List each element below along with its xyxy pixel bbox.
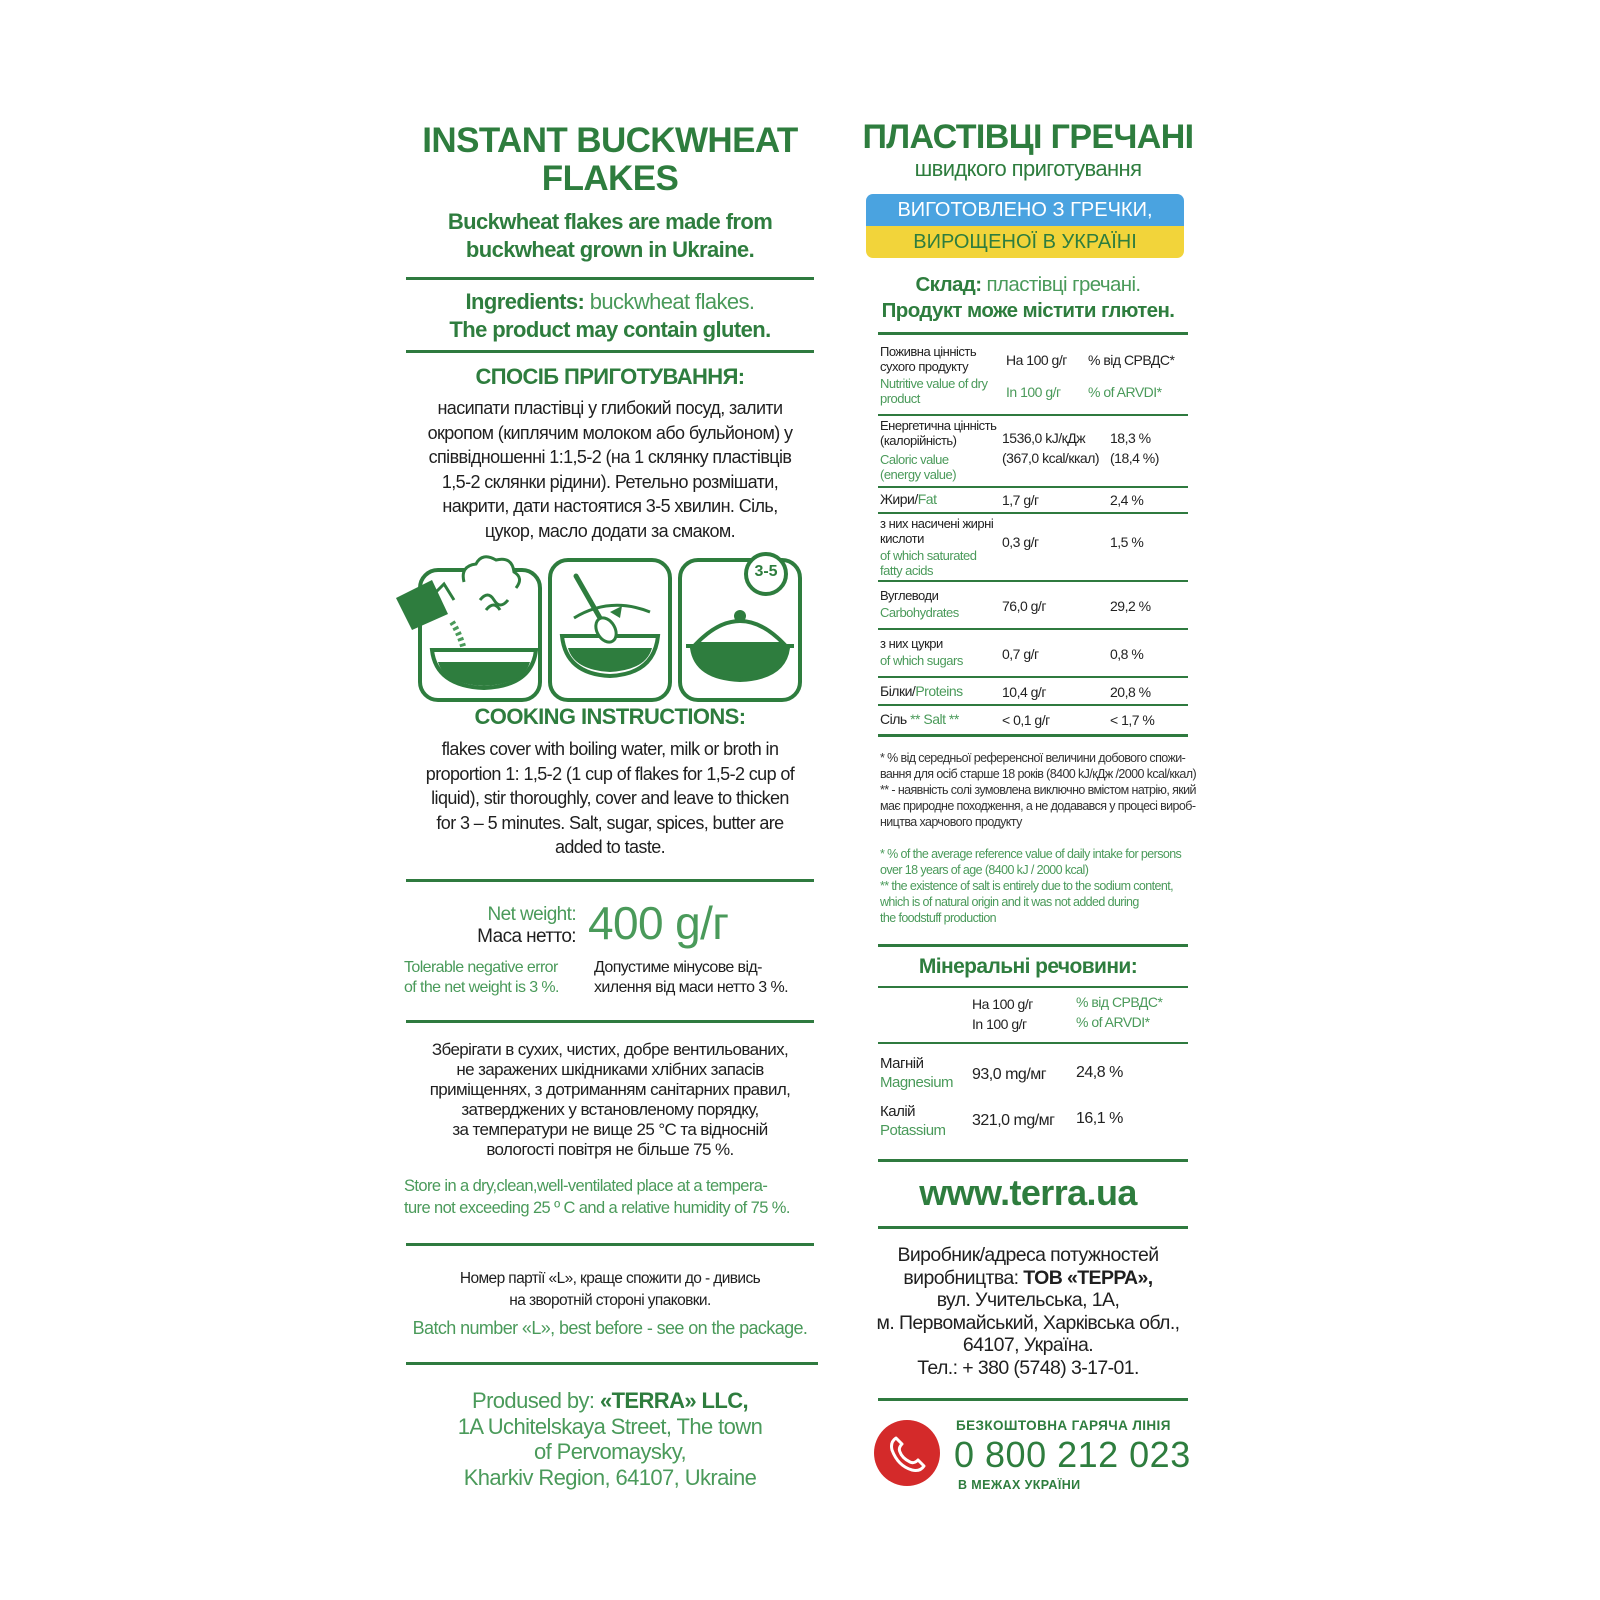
footnote-line: which is of natural origin and it was not added during	[880, 895, 1139, 909]
net-weight-label-ua: Маса нетто:	[477, 926, 576, 947]
title-line: INSTANT BUCKWHEAT	[422, 121, 798, 160]
mineral-value: 321,0 mg/мг	[972, 1112, 1055, 1129]
nutrient-name-ua: з них насичені жирні кислоти	[880, 516, 994, 546]
manufacturer-phone: Тел.: + 380 (5748) 3-17-01.	[917, 1356, 1139, 1379]
table-divider	[878, 676, 1188, 678]
storage-line: Зберігати в сухих, чистих, добре вентильованих,	[431, 1040, 789, 1059]
timer-badge: 3-5	[754, 563, 778, 580]
divider	[878, 1159, 1188, 1162]
minerals-header-per100-ua: На 100 g/г	[972, 996, 1033, 1012]
nutrient-value: 10,4 g/г	[1002, 684, 1046, 700]
batch-line: Номер партії «L», краще спожити до - дивись	[459, 1270, 761, 1287]
minerals-heading: Мінеральні речовини:	[918, 955, 1138, 978]
nutrient-percent: 29,2 %	[1110, 598, 1151, 614]
divider	[406, 1243, 814, 1246]
manufacturer-line: виробництва:	[903, 1266, 1024, 1289]
nutrient-name-en: Fat	[917, 491, 937, 507]
nutrition-header-pct-en: % of ARVDI*	[1088, 384, 1162, 400]
producer-en	[398, 1388, 822, 1490]
minerals-header-per100-en: In 100 g/г	[972, 1016, 1027, 1032]
banner-line-blue: ВИГОТОВЛЕНО З ГРЕЧКИ,	[866, 194, 1184, 226]
footnote-line: * % від середньої референсної величини добового спожи-	[880, 751, 1186, 765]
nutrient-name-ua: Сіль	[880, 711, 907, 727]
divider	[878, 1398, 1188, 1401]
nutrient-name-ua: Енергетична цінність (калорійність)	[880, 418, 997, 448]
table-divider	[878, 512, 1188, 514]
divider	[878, 332, 1188, 335]
footnote-line: ** the existence of salt is entirely due to the sodium content,	[880, 879, 1173, 893]
gluten-warning-ua: Продукт може містити глютен.	[881, 299, 1175, 322]
storage-en	[404, 1175, 820, 1219]
cooking-heading-en: COOKING INSTRUCTIONS:	[474, 704, 746, 729]
divider	[878, 944, 1188, 947]
nutrient-value: 1,7 g/г	[1002, 492, 1039, 508]
cooking-line: proportion 1: 1,5-2 (1 cup of flakes for 1,5-2 cup of	[425, 763, 795, 784]
nutrient-percent: 20,8 %	[1110, 684, 1151, 700]
tolerance-en	[404, 958, 559, 998]
nutrient-value: 1536,0 kJ/кДж	[1002, 430, 1086, 446]
nutrition-header-name-en: Nutritive value of dry product	[880, 376, 988, 406]
method-line: 1,5-2 склянки рідини). Ретельно розмішати,	[441, 471, 779, 492]
method-heading-ua: СПОСІБ ПРИГОТУВАННЯ:	[475, 364, 745, 389]
method-line: накрити, дати настоятися 3-5 хвилин. Сіль,	[442, 496, 778, 517]
mineral-name-en: Potassium	[880, 1122, 946, 1139]
method-text-ua	[398, 396, 822, 544]
divider	[406, 1362, 818, 1365]
method-line: окропом (киплячим молоком або бульйоном) у	[427, 422, 793, 443]
net-weight-label-en: Net weight:	[487, 904, 576, 925]
minerals-header-pct-ua: % від СРВДС*	[1076, 994, 1163, 1010]
origin-line: buckwheat grown in Ukraine.	[465, 237, 755, 262]
nutrient-percent: 0,8 %	[1110, 646, 1144, 662]
nutrient-percent: 1,5 %	[1110, 534, 1144, 550]
producer-address-line: of Pervomaysky,	[534, 1439, 686, 1464]
producer-company: «TERRA» LLC,	[599, 1388, 748, 1413]
hotline-note: В МЕЖАХ УКРАЇНИ	[958, 1478, 1081, 1492]
nutrition-header-per100-ua: На 100 g/г	[1006, 352, 1067, 368]
method-line: цукор, масло додати за смаком.	[484, 520, 736, 541]
storage-line: за температури не вище 25 °С та відносній	[452, 1120, 768, 1139]
cooking-text-en	[398, 737, 822, 860]
storage-ua	[398, 1040, 822, 1160]
tolerance-ua	[594, 958, 788, 998]
divider	[878, 734, 1188, 737]
storage-line: вологості повітря не більше 75 %.	[486, 1140, 734, 1159]
gluten-warning-en: The product may contain gluten.	[449, 317, 771, 342]
composition-value: пластівці гречані.	[981, 273, 1141, 296]
nutrient-name-ua: Жири/	[880, 491, 918, 507]
nutrient-value: 0,3 g/г	[1002, 534, 1039, 550]
ingredients-value: buckwheat flakes.	[584, 289, 755, 314]
batch-ua	[398, 1268, 822, 1312]
manufacturer-line: 64107, Україна.	[962, 1334, 1094, 1356]
nutrient-name-en: of which sugars	[880, 653, 963, 668]
product-subtitle-ua: швидкого приготування	[914, 156, 1142, 181]
divider	[406, 879, 814, 882]
divider	[406, 350, 814, 353]
phone-icon[interactable]	[874, 1420, 940, 1486]
nutrient-name-en: Carbohydrates	[880, 605, 959, 620]
divider	[406, 1020, 814, 1023]
table-divider	[878, 580, 1188, 582]
footnote-line: має природне походження, а не додавався у процесі вироб-	[880, 799, 1196, 813]
title-line: FLAKES	[541, 159, 679, 198]
table-divider	[878, 628, 1188, 630]
tolerance-line: хилення від маси нетто 3 %.	[594, 979, 788, 996]
composition-ua	[860, 272, 1196, 324]
nutrient-percent: 2,4 %	[1110, 492, 1144, 508]
nutrient-percent: 18,3 %	[1110, 430, 1151, 446]
table-divider	[878, 1042, 1188, 1044]
nutrient-value: < 0,1 g/г	[1002, 712, 1050, 728]
manufacturer-ua	[850, 1244, 1206, 1379]
mineral-name-ua: Магній	[880, 1055, 924, 1072]
table-divider	[878, 986, 1188, 988]
footnote-line: * % of the average reference value of daily intake for persons	[880, 847, 1182, 861]
footnote-line: ництва харчового продукту	[880, 815, 1022, 829]
nutrient-name-ua: з них цукри	[880, 636, 943, 651]
nutrient-name-en: of which saturated fatty acids	[880, 548, 977, 578]
origin-statement-en	[400, 208, 820, 264]
website-link[interactable]: www.terra.ua	[919, 1172, 1137, 1213]
producer-address-line: 1A Uchitelskaya Street, The town	[457, 1413, 763, 1439]
table-divider	[878, 414, 1188, 416]
tolerance-line: Tolerable negative error	[404, 959, 558, 976]
product-title-ua: ПЛАСТІВЦІ ГРЕЧАНІ	[862, 118, 1194, 156]
nutrient-value: 0,7 g/г	[1002, 646, 1039, 662]
batch-line: на зворотній стороні упаковки.	[509, 1292, 711, 1309]
batch-en: Batch number «L», best before - see on the package.	[412, 1318, 808, 1338]
storage-line-en: Store in a dry,clean,well-ventilated place at a tempera-	[404, 1177, 768, 1195]
hotline-number[interactable]: 0 800 212 023	[954, 1434, 1191, 1475]
footnote-line: вання для осіб старше 18 років (8400 kJ/кДж /2000 kcal/ккал)	[880, 767, 1197, 781]
footnote-line: over 18 years of age (8400 kJ / 2000 kcal)	[880, 863, 1089, 877]
footnote-line: the foodstuff production	[880, 911, 997, 925]
nutrition-header-per100-en: In 100 g/г	[1006, 384, 1061, 400]
hotline-label: БЕЗКОШТОВНА ГАРЯЧА ЛІНІЯ	[956, 1418, 1171, 1433]
divider	[878, 1226, 1188, 1229]
divider	[406, 277, 814, 280]
net-weight-labels	[400, 904, 576, 948]
nutrient-name-ua: Вуглеводи	[880, 588, 939, 603]
storage-line: приміщеннях, з дотриманням санітарних правил,	[429, 1080, 791, 1099]
footnotes-ua	[880, 750, 1200, 830]
ingredients-en	[400, 288, 820, 344]
mineral-percent: 24,8 %	[1076, 1064, 1123, 1081]
net-weight-value: 400 g/г	[588, 897, 729, 949]
nutrient-name-en: Proteins	[915, 683, 963, 699]
nutrition-header-name-ua: Поживна цінність сухого продукту	[880, 344, 977, 374]
mineral-percent: 16,1 %	[1076, 1110, 1123, 1127]
producer-address-line: Kharkiv Region, 64107, Ukraine	[463, 1464, 757, 1490]
nutrition-header-pct-ua: % від СРВДС*	[1088, 352, 1175, 368]
footnotes-en	[880, 846, 1200, 926]
producer-label: Prodused by:	[472, 1388, 600, 1413]
table-divider	[878, 704, 1188, 706]
pour-flakes-icon	[396, 557, 540, 700]
nutrient-name-ua: Білки/	[880, 683, 916, 699]
storage-line-en: ture not exceeding 25 º C and a relative humidity of 75 %.	[404, 1199, 790, 1217]
manufacturer-company: ТОВ «ТЕРРА»,	[1023, 1266, 1153, 1289]
cooking-line: flakes cover with boiling water, milk or broth in	[441, 739, 779, 759]
mineral-name-ua: Калій	[880, 1103, 916, 1120]
nutrient-value: 76,0 g/г	[1002, 598, 1046, 614]
cooking-steps-icons	[396, 552, 824, 704]
mineral-value: 93,0 mg/мг	[972, 1066, 1047, 1083]
ukraine-origin-banner	[866, 194, 1184, 258]
cooking-line: for 3 – 5 minutes. Salt, sugar, spices, butter are	[436, 812, 784, 833]
composition-label: Склад:	[915, 273, 982, 296]
method-line: співвідношенні 1:1,5-2 (на 1 склянку пластівців	[428, 447, 792, 468]
manufacturer-line: Виробник/адреса потужностей	[897, 1244, 1159, 1266]
manufacturer-line: вул. Учительська, 1А,	[936, 1289, 1120, 1311]
footnote-line: ** - наявність солі зумовлена виключно вмістом натрію, який	[880, 783, 1196, 797]
stir-icon	[550, 560, 670, 700]
product-title-en	[400, 122, 820, 198]
nutrient-percent: (18,4 %)	[1110, 450, 1159, 466]
tolerance-line: of the net weight is 3 %.	[404, 979, 559, 996]
origin-line: Buckwheat flakes are made from	[447, 209, 773, 234]
nutrient-name-en: ** Salt **	[906, 711, 959, 727]
nutrient-value: (367,0 kcal/ккал)	[1002, 450, 1100, 466]
ingredients-label: Ingredients:	[465, 289, 585, 314]
storage-line: не заражених шкідниками хлібних запасів	[456, 1060, 764, 1079]
minerals-header-pct-en: % of ARVDI*	[1076, 1014, 1150, 1030]
manufacturer-line: м. Первомайський, Харківська обл.,	[876, 1311, 1180, 1334]
cooking-line: liquid), stir thoroughly, cover and leave to thicken	[431, 788, 789, 809]
cooking-line: added to taste.	[554, 837, 666, 858]
nutrient-name-en: Caloric value (energy value)	[880, 452, 957, 482]
mineral-name-en: Magnesium	[880, 1074, 954, 1091]
method-line: насипати пластівці у глибокий посуд, залити	[437, 398, 783, 418]
storage-line: затверджених у встановленому порядку,	[461, 1100, 759, 1119]
nutrient-percent: < 1,7 %	[1110, 712, 1155, 728]
banner-line-yellow: ВИРОЩЕНОЇ В УКРАЇНІ	[866, 226, 1184, 258]
tolerance-line: Допустиме мінусове від-	[594, 959, 762, 976]
table-divider	[878, 486, 1188, 488]
